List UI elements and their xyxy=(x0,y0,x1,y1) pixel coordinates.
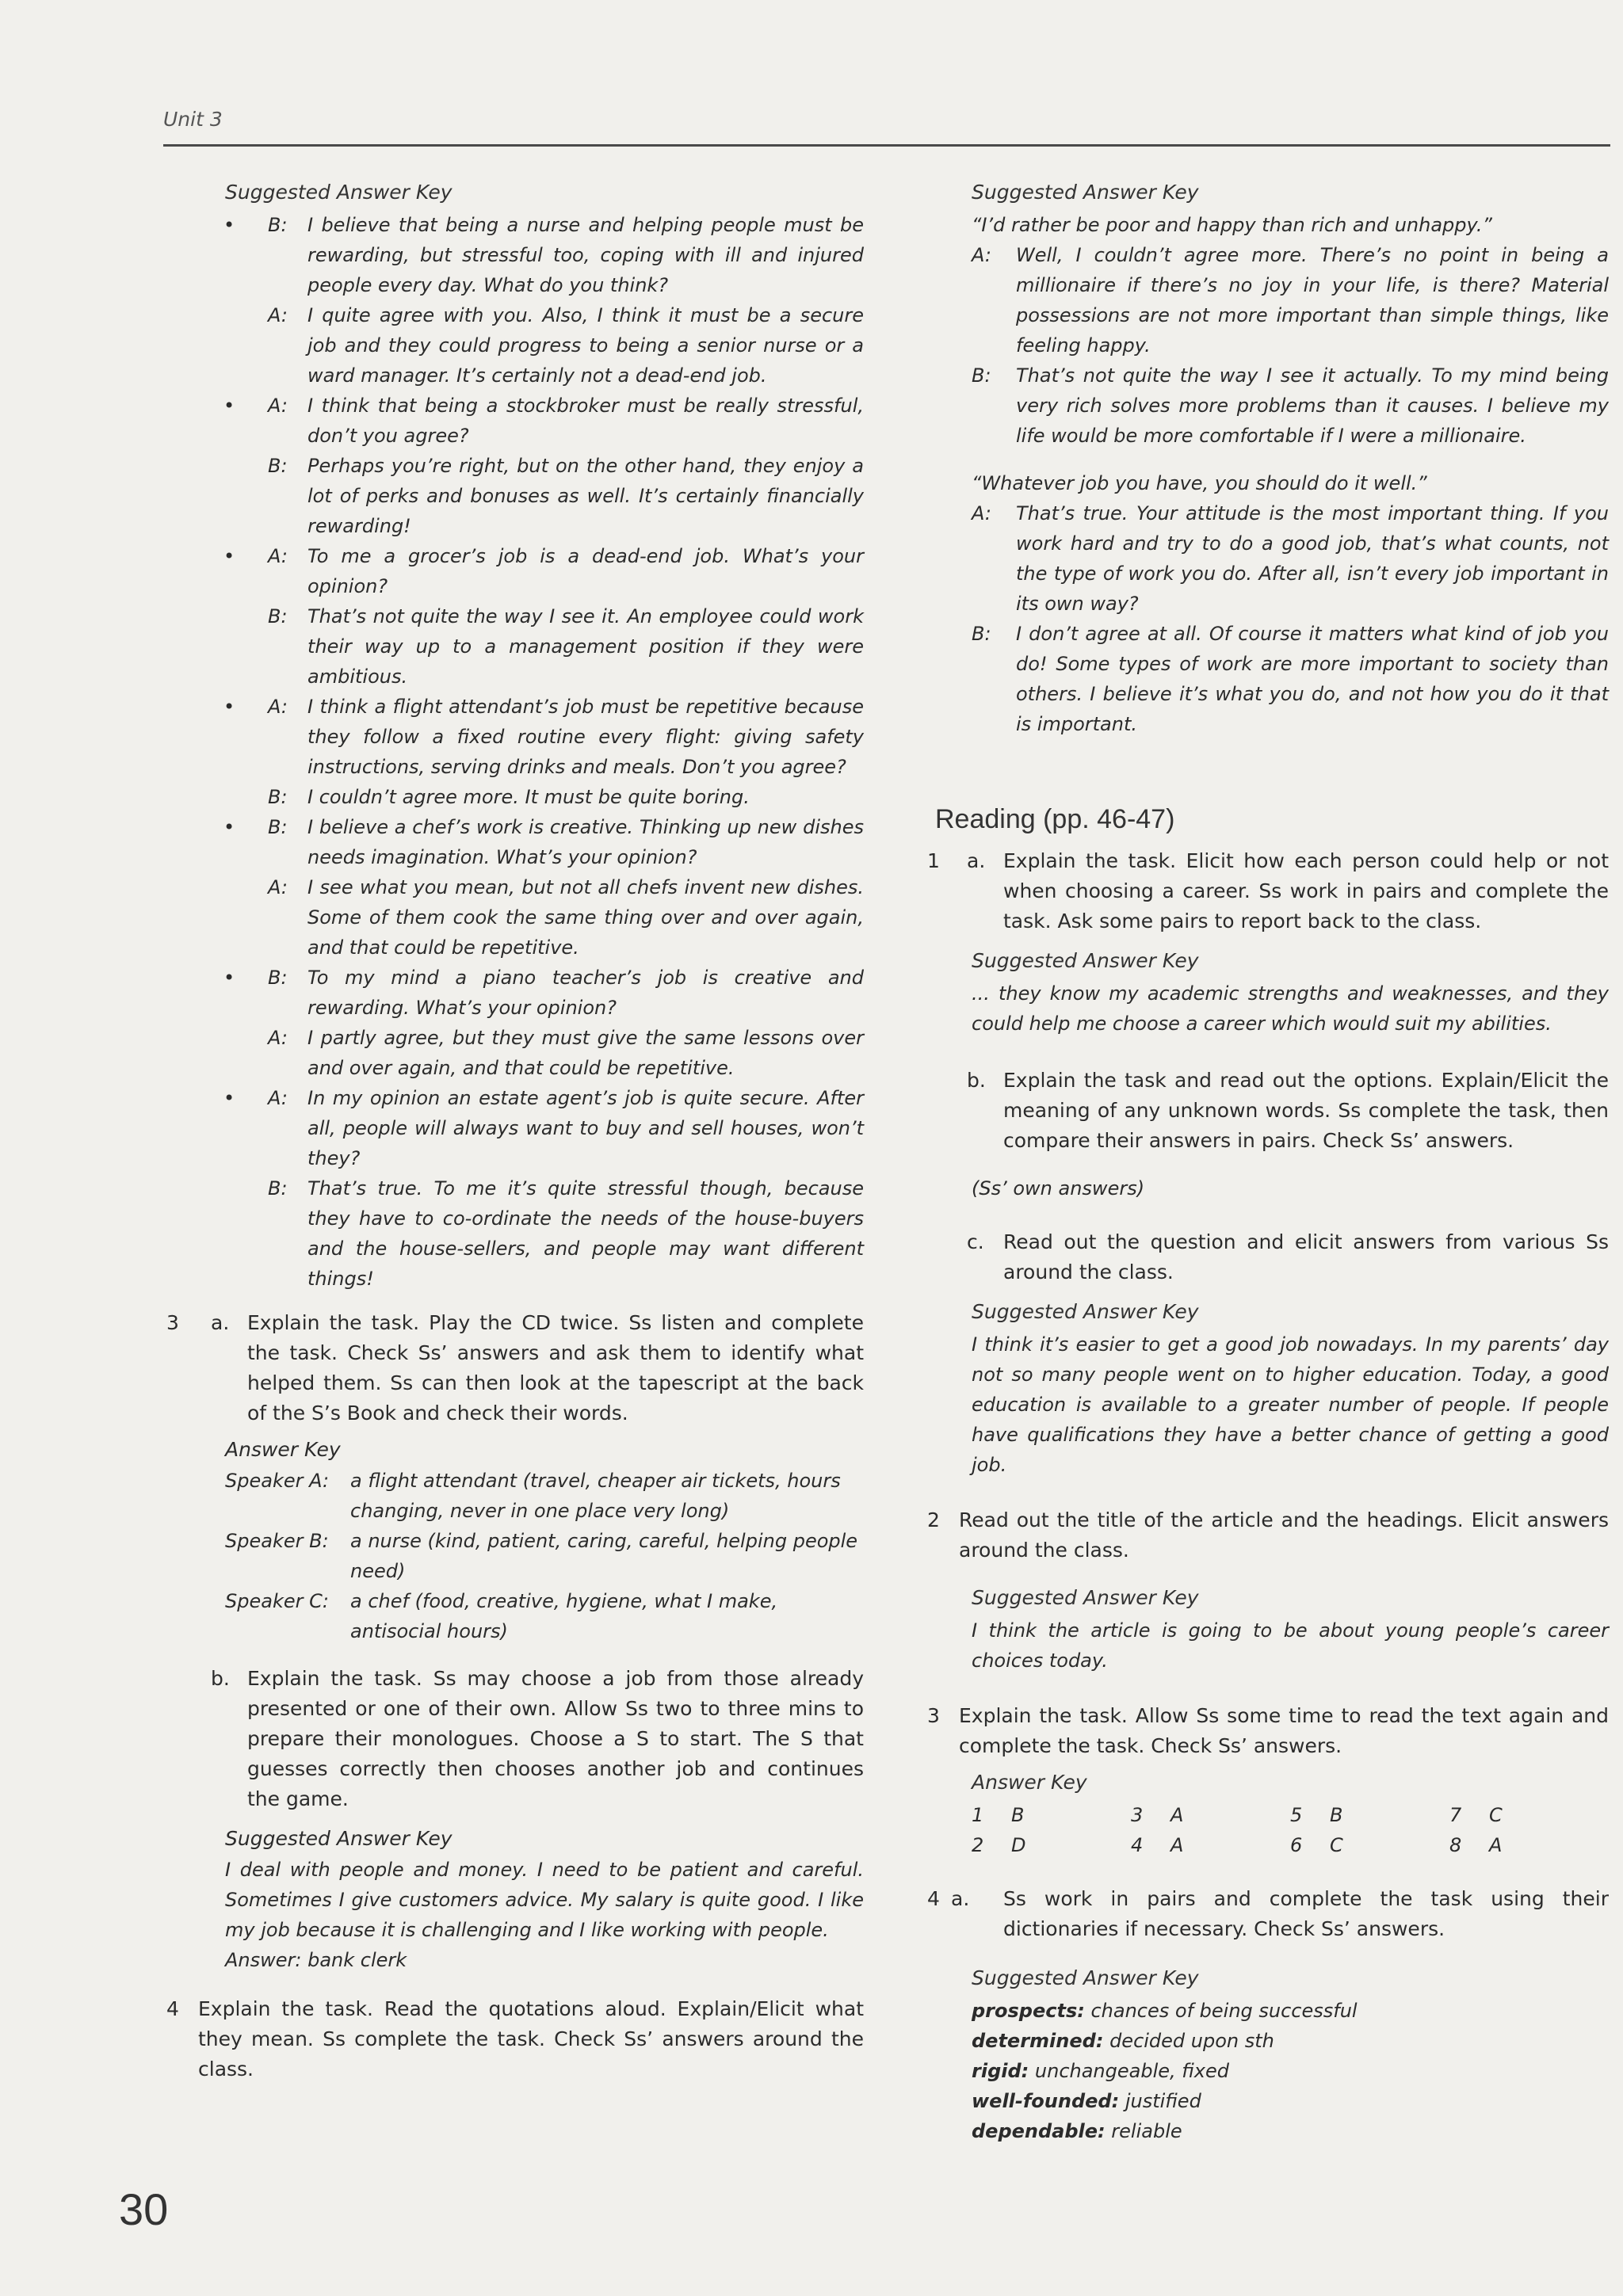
answer-letter: D xyxy=(1011,1834,1026,1856)
glossary-term: determined: xyxy=(972,2030,1104,2052)
dialogue-turn xyxy=(166,963,864,1023)
suggested-answer-key-label: Suggested Answer Key xyxy=(972,181,1199,204)
task-sub-letter: a. xyxy=(951,1887,970,1910)
suggested-answer-key-label: Suggested Answer Key xyxy=(225,181,453,204)
answer-number: 7 xyxy=(1449,1804,1462,1826)
reading-task-1b xyxy=(927,1066,1609,1156)
dialogue-turn xyxy=(927,498,1609,619)
bullet-icon: • xyxy=(223,696,235,718)
own-answers-note: (Ss’ own answers) xyxy=(972,1177,1145,1199)
speaker-label: B: xyxy=(268,214,288,236)
answer-key-label: Answer Key xyxy=(972,1771,1087,1794)
speaker-label: A: xyxy=(268,696,288,718)
bullet-icon: • xyxy=(223,967,235,989)
dialogue-turn xyxy=(927,360,1609,451)
answer-letter: C xyxy=(1489,1804,1503,1826)
reading-task-3 xyxy=(927,1701,1609,1761)
turn-text: I think that being a stockbroker must be really stressful, don’t you agree? xyxy=(307,395,864,447)
speaker-label: A: xyxy=(268,1027,288,1049)
task-text: Explain the task. Ss may choose a job from those already presented or one of their own. Allow Ss two to three mins to prepare their monologues. Choose a S to start. The S that guesses correctly then chooses another job and continues the game. xyxy=(247,1667,864,1810)
speaker-answers xyxy=(166,1466,864,1646)
turn-text: That’s not quite the way I see it. An employee could work their way up to a management position if they were ambitious. xyxy=(307,605,864,688)
speaker-label: A: xyxy=(972,244,991,266)
task-text: Explain the task. Play the CD twice. Ss listen and complete the task. Check Ss’ answers and ask them to identify what helped them. Ss can then look at the tapescript at the back of the S’s Book and check their words. xyxy=(247,1311,864,1425)
answer-grid xyxy=(972,1800,1609,1860)
task-sub-letter: b. xyxy=(211,1667,230,1690)
bullet-icon: • xyxy=(223,395,235,417)
speaker-label: A: xyxy=(972,502,991,524)
speaker-label: B: xyxy=(268,455,288,477)
answer-letter: B xyxy=(1011,1804,1025,1826)
turn-text: I couldn’t agree more. It must be quite boring. xyxy=(307,786,750,808)
turn-text: I see what you mean, but not all chefs invent new dishes. Some of them cook the same thing over and over again, and that could be repetitive. xyxy=(307,876,864,959)
dialogue-turn xyxy=(166,872,864,963)
bullet-icon: • xyxy=(223,214,235,236)
answer-row xyxy=(972,1830,1609,1860)
dialogue-turn xyxy=(166,451,864,541)
speaker-label: B: xyxy=(268,967,288,989)
answer-cell xyxy=(1290,1830,1449,1860)
speaker-answer: a nurse (kind, patient, caring, careful, helping people need) xyxy=(350,1530,858,1582)
glossary-term: rigid: xyxy=(972,2060,1029,2082)
dialogue xyxy=(166,210,864,391)
glossary-entry xyxy=(972,2086,1609,2116)
right-column xyxy=(927,181,1609,2146)
glossary-entry xyxy=(972,2026,1609,2056)
answer-letter: C xyxy=(1330,1834,1343,1856)
speaker-label: B: xyxy=(268,816,288,838)
task-sub-letter: b. xyxy=(967,1069,986,1092)
quotation-1: “I’d rather be poor and happy than rich and unhappy.” xyxy=(972,214,1492,236)
glossary-term: dependable: xyxy=(972,2120,1106,2142)
task-sub-letter: a. xyxy=(211,1311,230,1334)
dialogue-turn xyxy=(927,619,1609,739)
bullet-icon: • xyxy=(223,816,235,838)
task-text: Explain the task. Read the quotations aloud. Explain/Elicit what they mean. Ss complete the task. Check Ss’ answers around the class. xyxy=(198,1997,864,2081)
task-number: 1 xyxy=(927,849,940,872)
task-4 xyxy=(166,1994,864,2084)
speaker-answer: a chef (food, creative, hygiene, what I make, antisocial hours) xyxy=(350,1590,778,1642)
quotation-2: “Whatever job you have, you should do it well.” xyxy=(972,472,1427,494)
dialogue xyxy=(166,541,864,692)
task-number: 4 xyxy=(166,1997,179,2020)
speaker-label: B: xyxy=(972,623,991,645)
glossary xyxy=(972,1996,1609,2146)
turn-text: I partly agree, but they must give the same lessons over and over again, and that could be repetitive. xyxy=(307,1027,864,1079)
answer-number: 8 xyxy=(1449,1834,1462,1856)
suggested-answer-result: Answer: bank clerk xyxy=(225,1949,407,1971)
speaker-answer-row xyxy=(166,1526,864,1586)
dialogue xyxy=(166,391,864,541)
speaker-label: A: xyxy=(268,545,288,567)
suggested-answer-key-label: Suggested Answer Key xyxy=(972,1300,1199,1323)
dialogue-turn xyxy=(166,1023,864,1083)
dialogue-turn xyxy=(166,210,864,300)
suggested-answer-key-label: Suggested Answer Key xyxy=(972,949,1199,972)
page-number: 30 xyxy=(119,2184,169,2234)
speaker-label: A: xyxy=(268,304,288,326)
speaker-name: Speaker A: xyxy=(225,1470,330,1492)
answer-number: 1 xyxy=(972,1804,984,1826)
task-sub-letter: a. xyxy=(967,849,986,872)
answer-letter: B xyxy=(1330,1804,1343,1826)
task-text: Read out the title of the article and the headings. Elicit answers around the class. xyxy=(959,1508,1609,1562)
answer-cell xyxy=(1131,1800,1290,1830)
glossary-entry xyxy=(972,2056,1609,2086)
answer-cell xyxy=(1449,1800,1609,1830)
turn-text: That’s not quite the way I see it actually. To my mind being very rich solves more problems than it causes. I believe my life would be more comfortable if I were a millionaire. xyxy=(1016,364,1609,447)
dialogue-turn xyxy=(166,692,864,782)
speaker-label: A: xyxy=(268,876,288,898)
task-text: Explain the task. Allow Ss some time to read the text again and complete the task. Check Ss’ answers. xyxy=(959,1704,1609,1757)
suggested-answer-text: I think the article is going to be about young people’s career choices today. xyxy=(972,1619,1609,1672)
answer-number: 5 xyxy=(1290,1804,1303,1826)
glossary-term: prospects: xyxy=(972,2000,1085,2022)
answer-letter: A xyxy=(1170,1804,1184,1826)
reading-task-1a xyxy=(927,846,1609,936)
speaker-answer-row xyxy=(166,1586,864,1646)
reading-task-1c xyxy=(927,1227,1609,1287)
turn-text: I think a flight attendant’s job must be repetitive because they follow a fixed routine every flight: giving safety instructions, serving drinks and meals. Don’t you agree? xyxy=(307,696,864,778)
dialogue xyxy=(166,1083,864,1294)
speaker-name: Speaker C: xyxy=(225,1590,329,1612)
answer-cell xyxy=(972,1800,1131,1830)
bullet-icon: • xyxy=(223,1087,235,1109)
dialogue-turn xyxy=(166,782,864,812)
suggested-answer-text: ... they know my academic strengths and weaknesses, and they could help me choose a career which would suit my abilities. xyxy=(972,982,1609,1035)
dialogue xyxy=(166,963,864,1083)
suggested-answer-key-label: Suggested Answer Key xyxy=(972,1966,1199,1989)
dialogue-turn xyxy=(166,812,864,872)
glossary-entry xyxy=(972,1996,1609,2026)
task-3b xyxy=(166,1664,864,1814)
task-number: 3 xyxy=(166,1311,179,1334)
quotation-2-dialogue xyxy=(927,498,1609,739)
dialogue-turn xyxy=(166,1173,864,1294)
dialogue-list xyxy=(166,210,864,1294)
answer-key-label: Answer Key xyxy=(225,1438,341,1461)
answer-letter: A xyxy=(1489,1834,1503,1856)
dialogue-turn xyxy=(166,391,864,451)
header-rule xyxy=(163,144,1610,147)
task-text: Explain the task and read out the options. Explain/Elicit the meaning of any unknown words. Ss complete the task, then compare their answers in pairs. Check Ss’ answers. xyxy=(1003,1069,1609,1152)
turn-text: I believe that being a nurse and helping people must be rewarding, but stressful too, coping with ill and injured people every day. What do you think? xyxy=(307,214,864,296)
task-sub-letter: c. xyxy=(967,1230,984,1253)
speaker-label: B: xyxy=(972,364,991,387)
unit-label: Unit 3 xyxy=(163,108,223,131)
answer-cell xyxy=(972,1830,1131,1860)
dialogue xyxy=(166,692,864,812)
answer-number: 3 xyxy=(1131,1804,1144,1826)
glossary-definition: reliable xyxy=(1111,2120,1182,2142)
speaker-label: A: xyxy=(268,1087,288,1109)
speaker-label: A: xyxy=(268,395,288,417)
task-number: 4 xyxy=(927,1887,940,1910)
answer-row xyxy=(972,1800,1609,1830)
speaker-label: B: xyxy=(268,786,288,808)
reading-heading: Reading (pp. 46-47) xyxy=(935,804,1175,834)
bullet-icon: • xyxy=(223,545,235,567)
answer-cell xyxy=(1290,1800,1449,1830)
suggested-answer-text: I deal with people and money. I need to be patient and careful. Sometimes I give customers advice. My salary is quite good. I like my job because it is challenging and I like working with people. xyxy=(225,1859,864,1941)
turn-text: I don’t agree at all. Of course it matters what kind of job you do! Some types of work are more important to society than others. I believe it’s what you do, and not how you do it that is important. xyxy=(1016,623,1609,735)
task-number: 2 xyxy=(927,1508,940,1531)
glossary-definition: unchangeable, fixed xyxy=(1034,2060,1229,2082)
suggested-answer-key-label: Suggested Answer Key xyxy=(972,1586,1199,1609)
turn-text: To me a grocer’s job is a dead-end job. What’s your opinion? xyxy=(307,545,864,597)
speaker-label: B: xyxy=(268,1177,288,1199)
glossary-entry xyxy=(972,2116,1609,2146)
speaker-name: Speaker B: xyxy=(225,1530,329,1552)
reading-task-4a xyxy=(927,1884,1609,1944)
turn-text: To my mind a piano teacher’s job is creative and rewarding. What’s your opinion? xyxy=(307,967,864,1019)
answer-cell xyxy=(1131,1830,1290,1860)
answer-number: 4 xyxy=(1131,1834,1144,1856)
answer-letter: A xyxy=(1170,1834,1184,1856)
turn-text: In my opinion an estate agent’s job is quite secure. After all, people will always want to buy and sell houses, won’t they? xyxy=(307,1087,864,1169)
turn-text: I believe a chef’s work is creative. Thinking up new dishes needs imagination. What’s your opinion? xyxy=(307,816,864,868)
glossary-definition: justified xyxy=(1125,2090,1201,2112)
turn-text: That’s true. Your attitude is the most important thing. If you work hard and try to do a good job, that’s what counts, not the type of work you do. After all, isn’t every job important in its own way? xyxy=(1016,502,1609,615)
answer-number: 2 xyxy=(972,1834,984,1856)
dialogue-turn xyxy=(166,601,864,692)
turn-text: That’s true. To me it’s quite stressful though, because they have to co-ordinate the needs of the house-buyers and the house-sellers, and people may want different things! xyxy=(307,1177,864,1290)
speaker-label: B: xyxy=(268,605,288,627)
dialogue-turn xyxy=(166,1083,864,1173)
speaker-answer-row xyxy=(166,1466,864,1526)
glossary-definition: decided upon sth xyxy=(1109,2030,1274,2052)
left-column xyxy=(166,181,864,2084)
answer-number: 6 xyxy=(1290,1834,1303,1856)
dialogue-turn xyxy=(166,541,864,601)
suggested-answer-text: I think it’s easier to get a good job nowadays. In my parents’ day not so many people went on to higher education. Today, a good education is available to a greater number of people. If people have qualifications they have a better chance of getting a good job. xyxy=(972,1333,1609,1476)
reading-task-2 xyxy=(927,1505,1609,1566)
glossary-term: well-founded: xyxy=(972,2090,1120,2112)
task-text: Ss work in pairs and complete the task using their dictionaries if necessary. Check Ss’ answers. xyxy=(1003,1887,1609,1940)
task-text: Read out the question and elicit answers from various Ss around the class. xyxy=(1003,1230,1609,1283)
task-3a xyxy=(166,1308,864,1428)
task-number: 3 xyxy=(927,1704,940,1727)
dialogue-turn xyxy=(927,240,1609,360)
turn-text: I quite agree with you. Also, I think it must be a secure job and they could progress to being a senior nurse or a ward manager. It’s certainly not a dead-end job. xyxy=(307,304,864,387)
dialogue xyxy=(166,812,864,963)
speaker-answer: a flight attendant (travel, cheaper air tickets, hours changing, never in one place very long) xyxy=(350,1470,841,1522)
glossary-definition: chances of being successful xyxy=(1090,2000,1358,2022)
turn-text: Perhaps you’re right, but on the other hand, they enjoy a lot of perks and bonuses as well. It’s certainly financially rewarding! xyxy=(307,455,864,537)
task-text: Explain the task. Elicit how each person could help or not when choosing a career. Ss work in pairs and complete the task. Ask some pairs to report back to the class. xyxy=(1003,849,1609,933)
dialogue-turn xyxy=(166,300,864,391)
quotation-1-dialogue xyxy=(927,240,1609,451)
suggested-answer-key-label: Suggested Answer Key xyxy=(225,1827,453,1850)
answer-cell xyxy=(1449,1830,1609,1860)
turn-text: Well, I couldn’t agree more. There’s no point in being a millionaire if there’s no joy in your life, is there? Material possessions are not more important than simple things, like feeling happy. xyxy=(1016,244,1609,357)
